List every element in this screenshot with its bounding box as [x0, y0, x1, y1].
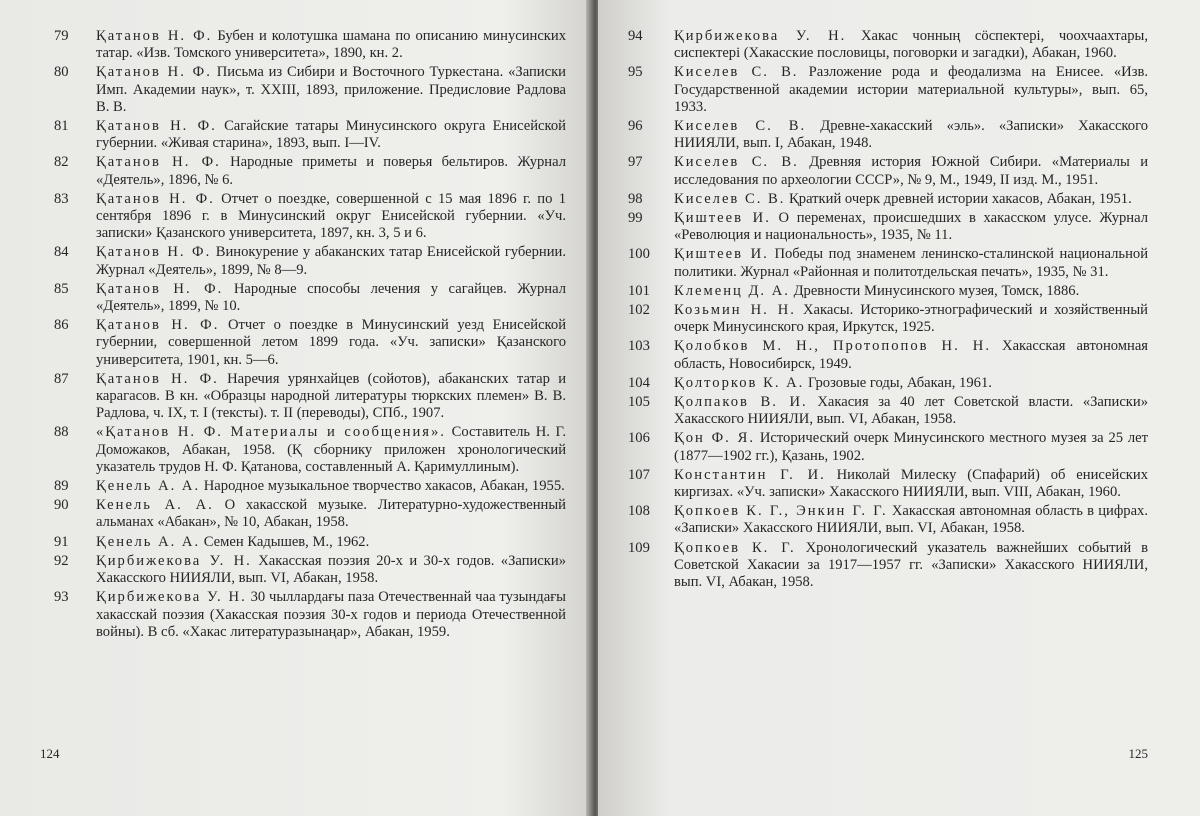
bibliography-entry — [54, 28, 566, 62]
bibliography-entry — [628, 394, 1148, 428]
entry-number: 97 — [628, 154, 643, 171]
entry-text — [674, 28, 1148, 62]
entry-author: Киселев С. В. — [674, 190, 786, 207]
entry-number: 84 — [54, 244, 69, 261]
entry-text — [96, 154, 566, 188]
entry-number: 91 — [54, 533, 69, 550]
entry-author: Қатанов Н. Ф. — [96, 190, 215, 207]
entry-number: 87 — [54, 370, 69, 387]
entry-text — [96, 553, 566, 587]
entry-description: Хронологический указатель важнейших событий в Советской Хакасии за 1917—1957 гг. «Записки» Хакасского НИИЯЛИ, вып. VI, Абакан, 1958. — [674, 539, 1148, 591]
entry-description: Народное музыкальное творчество хакасов, Абакан, 1955. — [203, 478, 565, 495]
entry-number: 100 — [628, 246, 650, 263]
bibliography-entry — [628, 210, 1148, 244]
entry-text — [96, 118, 566, 152]
bibliography-entry — [628, 28, 1148, 62]
entry-description: Қраткий очерк древней истории хакасов, Абакан, 1951. — [789, 190, 1132, 207]
entry-author: Киселев С. В. — [674, 64, 799, 81]
page-number-left: 124 — [40, 746, 60, 761]
entry-number: 98 — [628, 190, 643, 207]
entry-author: Қенель А. А. — [96, 478, 201, 495]
entry-author: Қатанов Н. Ф. — [96, 370, 219, 387]
entry-description: Победы под знаменем ленинско-сталинской национальной политики. Журнал «Районная и политотдельская печать», 1935, № 31. — [674, 246, 1149, 280]
entry-author: Кенель А. А. — [96, 497, 214, 514]
entry-text — [96, 28, 566, 62]
bibliography-entry — [628, 154, 1148, 188]
entry-number: 86 — [54, 317, 69, 334]
bibliography-entry — [54, 281, 566, 315]
entry-text — [674, 210, 1148, 244]
bibliography-entry — [628, 540, 1148, 592]
entry-description: Николай Милеску (Спафарий) об енисейских киргизах. «Уч. записки» Хакасского НИИЯЛИ, вып. VIII, Абакан, 1960. — [674, 466, 1148, 501]
entry-author: Константин Г. И. — [674, 466, 826, 483]
right-page — [598, 0, 1200, 816]
entry-author: Қирбижекова У. Н. — [674, 28, 847, 44]
entry-author: Қолобков М. Н., Протопопов Н. Н. — [674, 338, 991, 355]
entry-description: О переменах, происшедших в хакасском улусе. Журнал «Революция и национальность», 1935, № 11. — [674, 210, 1149, 244]
entry-number: 107 — [628, 466, 650, 483]
entry-number: 94 — [628, 28, 643, 44]
entry-text — [96, 534, 566, 551]
entry-number: 81 — [54, 118, 69, 135]
bibliography-entry — [628, 503, 1148, 537]
entry-description: Письма из Сибири и Восточного Туркестана. «Записки Имп. Академии наук», т. XXIII, 1893, приложение. Предисловие Радлова В. В. — [96, 64, 566, 115]
entry-author: Қирбижекова У. Н. — [96, 589, 247, 606]
entry-description: Хакасская автономная область, Новосибирск, 1949. — [674, 338, 1149, 372]
entry-author: Қопкоев К. Г., Энкин Г. Г. — [674, 503, 888, 520]
entry-number: 105 — [628, 394, 650, 411]
entry-author: Қатанов Н. Ф. — [96, 154, 221, 171]
entry-author: Қирбижекова У. Н. — [96, 552, 252, 569]
entry-description: Отчет о поездке, совершенной с 15 мая 1896 г. по 1 сентября 1896 г. в Минусинский округ Енисейской губернии. «Уч. записки» Қазанского университета, 1897, кн. 3, 5 и 6. — [96, 190, 566, 242]
entry-description: Отчет о поездке в Минусинский уезд Енисейской губернии, совершенной летом 1899 года. «Уч. записки» Қазанского университета, 1901, кн. 5—6. — [96, 317, 566, 368]
entry-author: Қолпаков В. И. — [674, 394, 808, 411]
entry-description: Хакасская автономная область в цифрах. «Записки» Хакасского НИИЯЛИ, вып. VI, Абакан, 1958. — [674, 503, 1148, 537]
entry-author: Козьмин Н. Н. — [674, 302, 796, 319]
bibliography-entry — [54, 191, 566, 243]
entry-description: 30 чыллардағы паза Отечественнай чаа тузындағы хакасскай поэзия (Хакасская поэзия 30-х годов и периода Отечественной войны). В сб. «Хакас литературазынаңар», Абакан, 1959. — [96, 589, 566, 640]
bibliography-entry — [628, 467, 1148, 501]
entry-author: Қопкоев К. Г. — [674, 539, 796, 556]
entry-number: 99 — [628, 210, 643, 227]
entry-description: Народные приметы и поверья бельтиров. Журнал «Деятель», 1896, № 6. — [96, 154, 566, 188]
bibliography-entry — [628, 118, 1148, 152]
entry-number: 104 — [628, 374, 650, 391]
entry-number: 95 — [628, 64, 643, 81]
entry-description: Наречия урянхайцев (сойотов), абаканских татар и карагасов. В кн. «Образцы народной литературы тюркских племен» В. В. Радлова, ч. IX, т. I (тексты). т. II (переводы), СПб., 1907. — [96, 370, 567, 422]
entry-number: 103 — [628, 338, 650, 355]
bibliography-entry — [54, 553, 566, 587]
entry-author: Қатанов Н. Ф. — [96, 280, 224, 297]
bibliography-entry — [628, 246, 1148, 280]
bibliography-entry — [54, 497, 566, 531]
entry-description: Древности Минусинского музея, Томск, 1886. — [793, 282, 1080, 299]
bibliography-entry — [54, 534, 566, 551]
bibliography-entry — [628, 302, 1148, 336]
entry-text — [674, 302, 1148, 336]
bibliography-entry — [54, 244, 566, 278]
entry-number: 80 — [54, 64, 69, 81]
entry-number: 88 — [54, 424, 69, 441]
entry-author: Киселев С. В. — [674, 154, 799, 171]
bibliography-entry — [628, 430, 1148, 464]
entry-author: Қенель А. А. — [96, 533, 201, 550]
entry-description: Древне-хакасский «эль». «Записки» Хакасского НИИЯЛИ, вып. I, Абакан, 1948. — [674, 118, 1148, 152]
bibliography-entry — [628, 64, 1148, 116]
entry-description: Семен Кадышев, М., 1962. — [203, 533, 370, 550]
entry-text — [96, 317, 566, 369]
entry-text — [674, 394, 1148, 428]
entry-text — [674, 283, 1148, 300]
page-number-right: 125 — [1128, 746, 1148, 761]
entry-text — [674, 118, 1148, 152]
entry-number: 109 — [628, 539, 650, 556]
entry-author: Киселев С. В. — [674, 118, 807, 135]
entry-number: 106 — [628, 430, 650, 447]
entry-description: Разложение рода и феодализма на Енисее. «Изв. Государственной академии истории материальной культуры», вып. 65, 1933. — [674, 64, 1149, 115]
entry-author: Қатанов Н. Ф. — [96, 317, 220, 334]
bibliography-entry — [54, 424, 566, 476]
entry-description: Хакасская поэзия 20-х и 30-х годов. «Записки» Хакасского НИИЯЛИ, вып. VI, Абакан, 1958. — [96, 552, 566, 587]
entry-description: Хакасия за 40 лет Советской власти. «Записки» Хакасского НИИЯЛИ, вып. VI, Абакан, 1958. — [674, 394, 1149, 428]
entry-number: 93 — [54, 589, 69, 606]
bibliography-entry — [54, 589, 566, 641]
entry-author: Қиштеев И. — [674, 246, 769, 263]
entry-description: Составитель Н. Г. Доможаков, Абакан, 1958. (Қ сборнику приложен хронологический указатель трудов Н. Ф. Қатанова, составленный А. Қаримуллиным). — [96, 424, 566, 475]
bibliography-entry — [54, 478, 566, 495]
bibliography-entry — [628, 191, 1148, 208]
entry-text — [96, 191, 566, 243]
entry-text — [674, 375, 1148, 392]
entry-text — [96, 424, 566, 476]
bibliography-entry — [54, 317, 566, 369]
entry-author: Қиштеев И. — [674, 210, 771, 227]
entry-number: 83 — [54, 190, 69, 207]
entry-description: Хакас чонның сöспектерi, чоохчаахтары, сиспектерi (Хакасские пословицы, поговорки и загадки), Абакан, 1960. — [674, 28, 1148, 62]
entry-text — [674, 64, 1148, 116]
entry-text — [96, 589, 566, 641]
entry-text — [674, 191, 1148, 208]
bibliography-entry — [628, 375, 1148, 392]
bibliography-entry — [54, 154, 566, 188]
entry-text — [674, 154, 1148, 188]
entry-number: 108 — [628, 503, 650, 520]
entry-text — [674, 467, 1148, 501]
entry-description: Исторический очерк Минусинского местного музея за 25 лет (1877—1902 гг.), Қазань, 1902. — [674, 430, 1148, 464]
entry-text — [674, 540, 1148, 592]
entry-number: 79 — [54, 28, 69, 44]
entry-author: «Қатанов Н. Ф. Материалы и сообщения». — [96, 424, 446, 441]
entry-text — [96, 478, 566, 495]
bibliography-entry — [54, 64, 566, 116]
entry-description: Народные способы лечения у сагайцев. Журнал «Деятель», 1899, № 10. — [96, 280, 566, 315]
bibliography-entry — [54, 118, 566, 152]
bibliography-entry — [628, 338, 1148, 372]
bibliography-entry — [628, 283, 1148, 300]
entry-number: 89 — [54, 478, 69, 495]
entry-number: 92 — [54, 552, 69, 569]
entry-description: Хакасы. Историко-этнографический и хозяйственный очерк Минусинского края, Иркутск, 1925. — [674, 302, 1148, 336]
entry-author: Қатанов Н. Ф. — [96, 118, 217, 135]
bibliography-list-right — [628, 28, 1148, 591]
entry-text — [674, 503, 1148, 537]
bibliography-entry — [54, 371, 566, 423]
entry-description: Грозовые годы, Абакан, 1961. — [807, 374, 992, 391]
left-page — [0, 0, 592, 816]
entry-text — [96, 244, 566, 278]
entry-text — [96, 64, 566, 116]
entry-text — [674, 246, 1148, 280]
entry-author: Қатанов Н. Ф. — [96, 28, 213, 44]
entry-author: Қатанов Н. Ф. — [96, 244, 212, 261]
entry-text — [674, 430, 1148, 464]
entry-author: Қатанов Н. Ф. — [96, 64, 212, 81]
entry-author: Қон Ф. Я. — [674, 430, 756, 447]
entry-number: 96 — [628, 118, 643, 135]
entry-number: 101 — [628, 282, 650, 299]
entry-text — [96, 281, 566, 315]
entry-number: 102 — [628, 302, 650, 319]
entry-text — [96, 371, 566, 423]
entry-text — [674, 338, 1148, 372]
entry-text — [96, 497, 566, 531]
entry-number: 85 — [54, 280, 69, 297]
entry-description: Сагайские татары Минусинского округа Енисейской губернии. «Живая старина», 1893, вып. I—IV. — [96, 118, 566, 152]
entry-author: Клеменц Д. А. — [674, 282, 790, 299]
entry-number: 90 — [54, 497, 69, 514]
bibliography-list-left — [54, 28, 566, 641]
entry-description: Винокурение у абаканских татар Енисейской губернии. Журнал «Деятель», 1899, № 8—9. — [96, 244, 566, 278]
entry-description: Древняя история Южной Сибири. «Материалы и исследования по археологии СССР», № 9, М., 1949, II изд. М., 1951. — [674, 154, 1149, 188]
entry-description: Бубен и колотушка шамана по описанию минусинских татар. «Изв. Томского университета», 1890, кн. 2. — [96, 28, 567, 62]
entry-author: Қолторков К. А. — [674, 374, 805, 391]
entry-number: 82 — [54, 154, 69, 171]
entry-description: О хакасской музыке. Литературно-художественный альманах «Абакан», № 10, Абакан, 1958. — [96, 497, 566, 531]
